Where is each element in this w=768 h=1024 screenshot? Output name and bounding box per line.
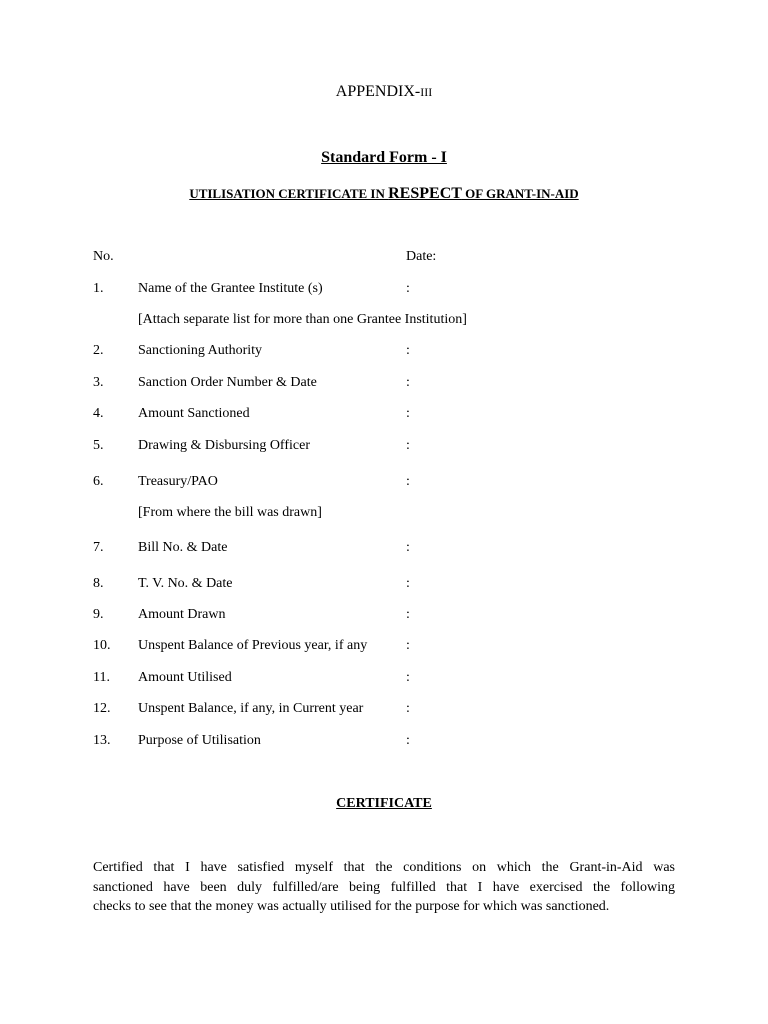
item-label: Name of the Grantee Institute (s) <box>138 281 323 296</box>
appendix-heading <box>0 82 768 102</box>
paragraph-line: sanctioned have been duly fulfilled/are being fulfilled that I have exercised the following <box>93 879 675 895</box>
item-number: 8. <box>93 576 104 591</box>
paragraph-line: Certified that I have satisfied myself that the conditions on which the Grant-in-Aid was <box>93 860 675 875</box>
item-colon: : <box>406 281 410 296</box>
item-colon: : <box>406 701 410 716</box>
cert-title-part3: OF GRANT-IN-AID <box>461 186 579 201</box>
cert-title-part1: UTILISATION CERTIFICATE IN <box>189 186 389 201</box>
item-colon: : <box>406 438 410 453</box>
certificate-heading-text: CERTIFICATE <box>336 796 432 811</box>
item-label: Amount Drawn <box>138 607 226 622</box>
item-number: 2. <box>93 343 104 358</box>
item-number: 10. <box>93 638 111 653</box>
item-label: T. V. No. & Date <box>138 576 233 591</box>
item-number: 5. <box>93 438 104 453</box>
item-colon: : <box>406 375 410 390</box>
item-number: 13. <box>93 733 111 748</box>
item-number: 3. <box>93 375 104 390</box>
item-colon: : <box>406 607 410 622</box>
certificate-title <box>0 184 768 204</box>
item-colon: : <box>406 638 410 653</box>
item-colon: : <box>406 343 410 358</box>
no-label: No. <box>93 249 114 264</box>
item-note: [Attach separate list for more than one Grantee Institution] <box>138 312 467 327</box>
item-label: Drawing & Disbursing Officer <box>138 438 310 453</box>
item-colon: : <box>406 670 410 685</box>
item-label: Sanctioning Authority <box>138 343 263 358</box>
appendix-text: APPENDIX- <box>335 83 421 100</box>
item-label: Unspent Balance of Previous year, if any <box>138 638 368 653</box>
item-colon: : <box>406 540 410 555</box>
item-label: Sanction Order Number & Date <box>138 375 317 390</box>
item-label: Amount Utilised <box>138 670 232 685</box>
form-title-text: Standard Form - I <box>321 149 447 166</box>
item-label: Unspent Balance, if any, in Current year <box>138 701 364 716</box>
item-colon: : <box>406 576 410 591</box>
date-label: Date: <box>406 249 437 264</box>
paragraph-line: checks to see that the money was actually utilised for the purpose for which was sanctioned. <box>93 899 610 914</box>
item-number: 12. <box>93 701 111 716</box>
item-number: 7. <box>93 540 104 555</box>
item-label: Treasury/PAO <box>138 474 218 489</box>
appendix-roman: III <box>420 85 433 99</box>
certificate-heading <box>0 795 768 813</box>
certificate-paragraph <box>93 858 675 917</box>
item-label: Purpose of Utilisation <box>138 733 261 748</box>
item-number: 9. <box>93 607 104 622</box>
item-note: [From where the bill was drawn] <box>138 505 322 520</box>
form-title <box>0 148 768 168</box>
item-colon: : <box>406 406 410 421</box>
item-number: 6. <box>93 474 104 489</box>
item-number: 11. <box>93 670 110 685</box>
cert-title-part2: RESPECT <box>388 185 462 202</box>
item-colon: : <box>406 733 410 748</box>
item-label: Amount Sanctioned <box>138 406 250 421</box>
item-label: Bill No. & Date <box>138 540 228 555</box>
item-number: 4. <box>93 406 104 421</box>
item-colon: : <box>406 474 410 489</box>
item-number: 1. <box>93 281 104 296</box>
